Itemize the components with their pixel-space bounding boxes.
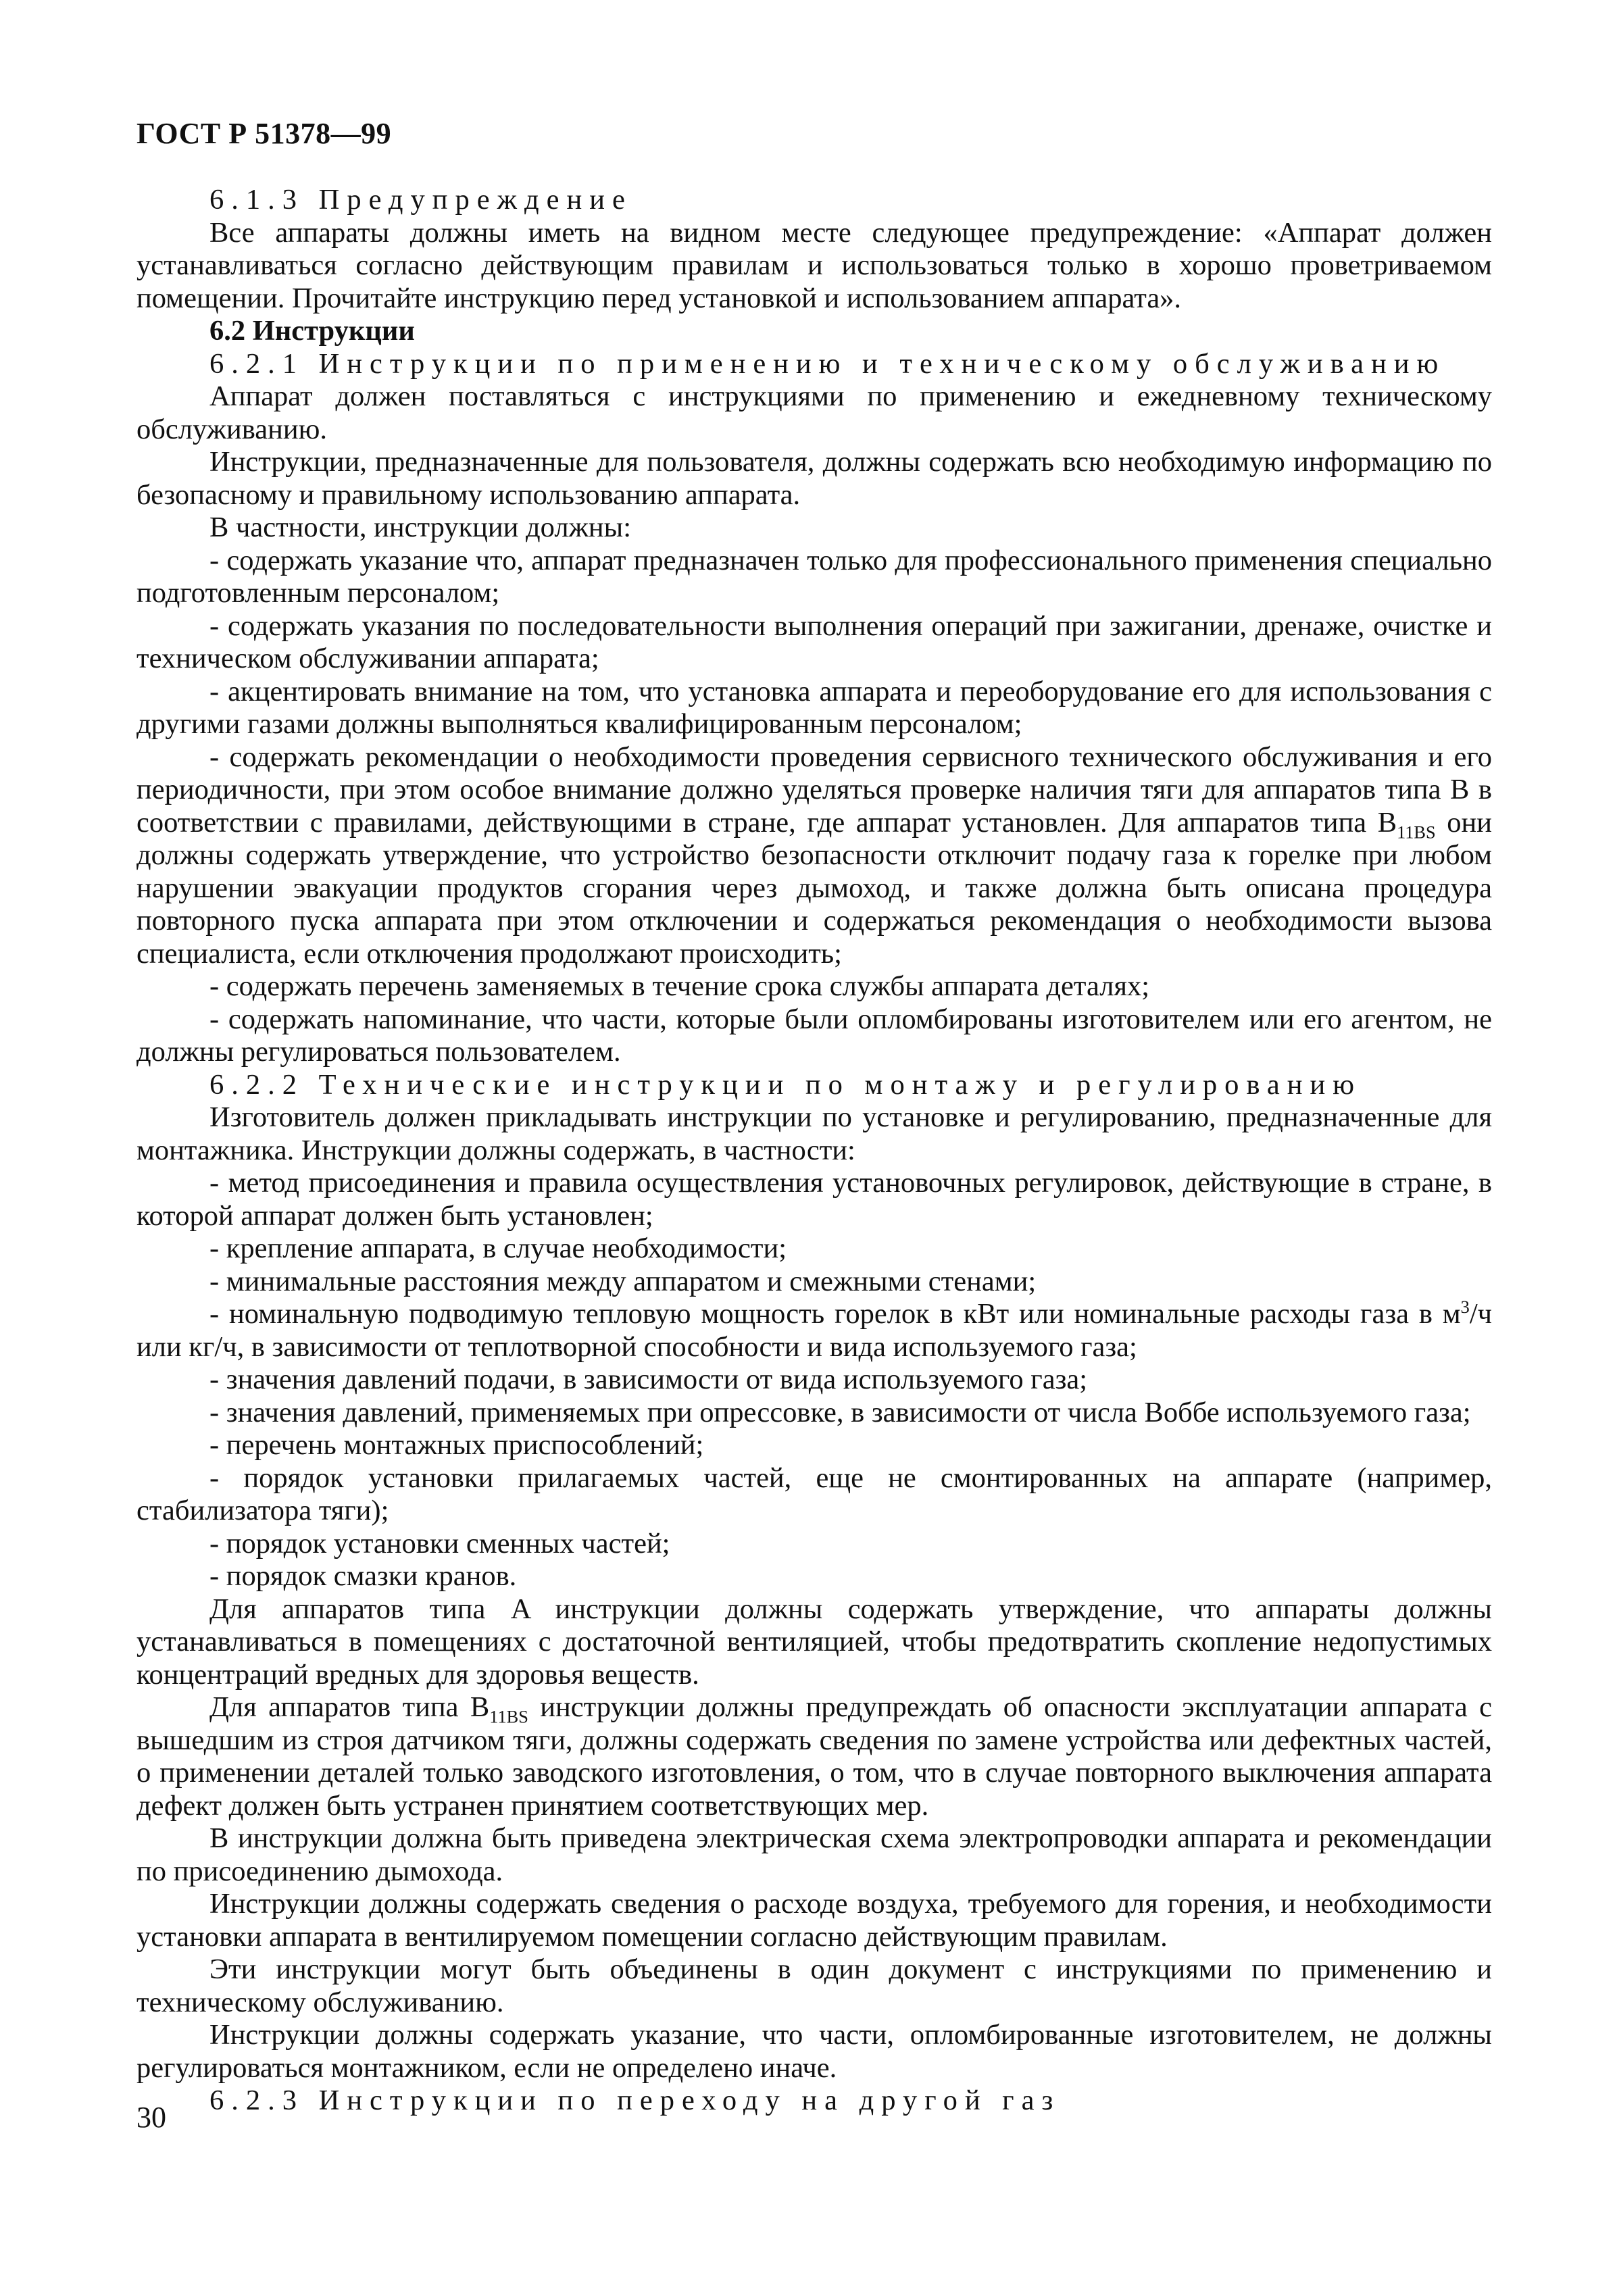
document-header: ГОСТ Р 51378—99	[136, 117, 392, 150]
list-item: - содержать указания по последовательности выполнения операций при зажигании, дренаже, очистке и техническом обслуживании аппарата;	[136, 609, 1492, 674]
paragraph: Аппарат должен поставляться с инструкциями по применению и ежедневному техническому обслуживанию.	[136, 380, 1492, 445]
section-6-2-3-heading: 6.2.3 Инструкции по переходу на другой газ	[209, 2085, 1061, 2116]
list-item: - крепление аппарата, в случае необходимости;	[209, 1232, 787, 1264]
paragraph: В частности, инструкции должны:	[209, 511, 632, 543]
text-run: - содержать рекомендации о необходимости проведения сервисного технического обслуживания и его периодичности, при этом особое внимание должно уделяться проверке наличия тяги для аппаратов типа B в соответствии с правилами, действующими в стране, где аппарат установлен. Для аппаратов типа B	[136, 741, 1492, 839]
list-item: - порядок смазки кранов.	[209, 1560, 517, 1592]
list-item: - минимальные расстояния между аппаратом и смежными стенами;	[209, 1265, 1037, 1297]
superscript: 3	[1460, 1297, 1470, 1317]
paragraph: Изготовитель должен прикладывать инструкции по установке и регулированию, предназначенные для монтажника. Инструкции должны содержать, в частности:	[136, 1101, 1492, 1166]
text-run: инструкции должны предупреждать об опасности эксплуатации аппарата с вышедшим из строя датчиком тяги, должны содержать сведения по замене устройства или дефектных частей, о применении деталей только заводского изготовления, о том, что в случае повторного выключения аппарата дефект должен быть устранен принятием соответствующих мер.	[136, 1691, 1492, 1822]
text-run: - номинальную подводимую тепловую мощность горелок в кВт или номинальные расходы газа в м	[209, 1298, 1461, 1330]
list-item: - значения давлений подачи, в зависимости от вида используемого газа;	[209, 1364, 1088, 1395]
paragraph: Инструкции должны содержать указание, что части, опломбированные изготовителем, не должны регулироваться монтажником, если не определено иначе.	[136, 2019, 1492, 2084]
section-6-2-2-heading: 6.2.2 Технические инструкции по монтажу и регулированию	[209, 1068, 1362, 1101]
paragraph: В инструкции должна быть приведена электрическая схема электропроводки аппарата и рекомендации по присоединению дымохода.	[136, 1822, 1492, 1887]
list-item: - значения давлений, применяемых при опрессовке, в зависимости от числа Воббе используемого газа;	[209, 1396, 1471, 1428]
paragraph: Для аппаратов типа A инструкции должны содержать утверждение, что аппараты должны устанавливаться в помещениях с достаточной вентиляцией, чтобы предотвратить скопление недопустимых концентраций вредных для здоровья веществ.	[136, 1593, 1492, 1691]
list-item	[136, 741, 1492, 971]
paragraph: Эти инструкции могут быть объединены в один документ с инструкциями по применению и техническому обслуживанию.	[136, 1953, 1492, 2018]
section-6-1-3-text: Все аппараты должны иметь на видном месте следующее предупреждение: «Аппарат должен устанавливаться согласно действующим правилам и использоваться только в хорошо проветриваемом помещении. Прочитайте инструкцию перед установкой и использованием аппарата».	[136, 216, 1492, 314]
section-6-2-1-heading: 6.2.1 Инструкции по применению и техническому обслуживанию	[209, 347, 1446, 380]
list-item: - порядок установки сменных частей;	[209, 1527, 670, 1559]
list-item: - содержать напоминание, что части, которые были опломбированы изготовителем или его агентом, не должны регулироваться пользователем.	[136, 1003, 1492, 1068]
list-item: - содержать перечень заменяемых в течение срока службы аппарата деталях;	[209, 970, 1150, 1002]
paragraph: Инструкции, предназначенные для пользователя, должны содержать всю необходимую информацию по безопасному и правильному использованию аппарата.	[136, 446, 1492, 511]
section-6-2-heading: 6.2 Инструкции	[209, 315, 415, 347]
list-item: - перечень монтажных приспособлений;	[209, 1429, 704, 1461]
list-item: - акцентировать внимание на том, что установка аппарата и переоборудование его для использования с другими газами должны выполняться квалифицированным персоналом;	[136, 675, 1492, 740]
subscript: 11BS	[489, 1707, 528, 1727]
subscript: 11BS	[1397, 822, 1436, 842]
page-number: 30	[136, 2101, 166, 2134]
list-item: - порядок установки прилагаемых частей, еще не смонтированных на аппарате (например, стабилизатора тяги);	[136, 1462, 1492, 1526]
list-item: - метод присоединения и правила осуществления установочных регулировок, действующие в стране, в которой аппарат должен быть установлен;	[136, 1167, 1492, 1232]
list-item: - содержать указание что, аппарат предназначен только для профессионального применения специально подготовленным персоналом;	[136, 544, 1492, 609]
text-run: /ч или кг/ч, в зависимости от теплотворной способности и вида используемого газа;	[136, 1298, 1492, 1363]
paragraph	[136, 1691, 1492, 1822]
text-run: они должны содержать утверждение, что устройство безопасности отключит подачу газа к горелке при любом нарушении эвакуации продуктов сгорания через дымоход, и также должна быть описана процедура повторного пуска аппарата при этом отключении и содержаться рекомендация о необходимости вызова специалиста, если отключения продолжают происходить;	[136, 806, 1492, 970]
text-run: Для аппаратов типа B	[209, 1691, 490, 1723]
document-body	[136, 184, 1492, 2118]
section-6-1-3-heading: 6.1.3 Предупреждение	[209, 184, 632, 216]
paragraph: Инструкции должны содержать сведения о расходе воздуха, требуемого для горения, и необходимости установки аппарата в вентилируемом помещении согласно действующим правилам.	[136, 1888, 1492, 1953]
list-item	[136, 1298, 1492, 1364]
